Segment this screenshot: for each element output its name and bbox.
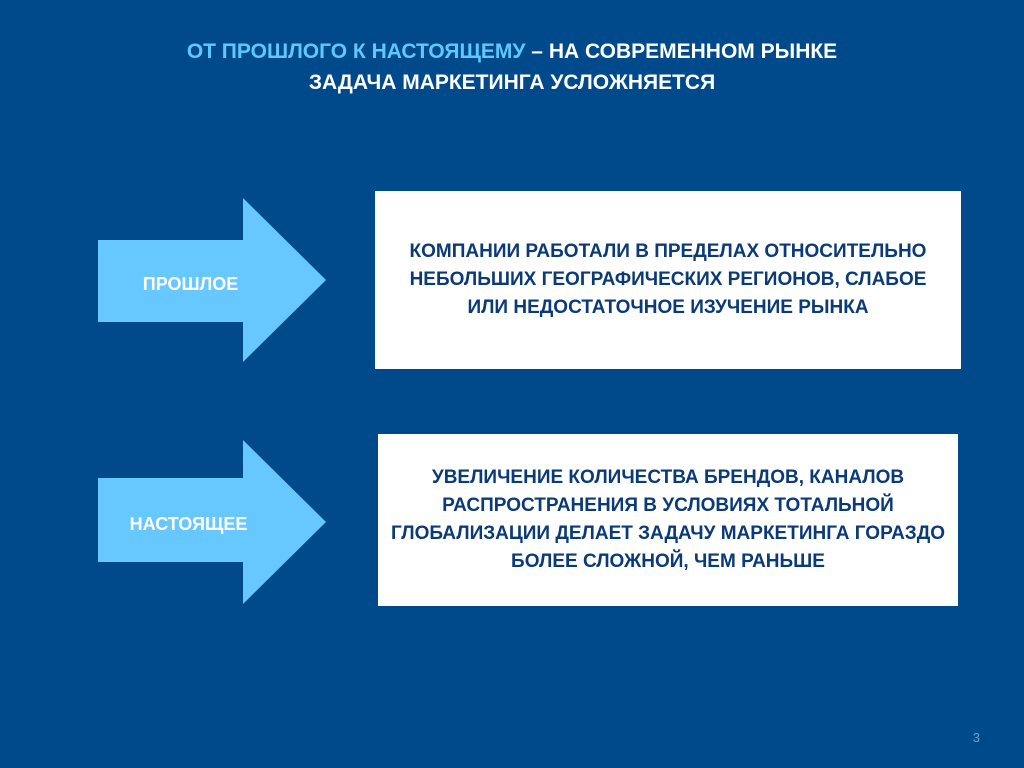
title-rest: – НА СОВРЕМЕННОМ РЫНКЕ	[525, 40, 838, 63]
past-label: ПРОШЛОЕ	[142, 274, 239, 294]
present-description-box	[378, 434, 958, 606]
slide-title	[0, 36, 1024, 98]
present-arrow	[98, 440, 326, 604]
present-label: НАСТОЯЩЕЕ	[129, 514, 248, 534]
past-description-box	[375, 191, 961, 369]
page-number: 3	[972, 730, 980, 745]
title-accent: ОТ ПРОШЛОГО К НАСТОЯЩЕМУ	[186, 40, 526, 63]
past-arrow	[98, 198, 326, 362]
present-description: УВЕЛИЧЕНИЕ КОЛИЧЕСТВА БРЕНДОВ, КАНАЛОВ РАСПРОСТРАНЕНИЯ В УСЛОВИЯХ ТОТАЛЬНОЙ ГЛОБАЛИЗАЦИИ ДЕЛАЕТ ЗАДАЧУ МАРКЕТИНГА ГОРАЗДО БОЛЕЕ СЛОЖНОЙ, ЧЕМ РАНЬШЕ	[390, 467, 946, 572]
title-line-2: ЗАДАЧА МАРКЕТИНГА УСЛОЖНЯЕТСЯ	[308, 71, 716, 94]
past-description: КОМПАНИИ РАБОТАЛИ В ПРЕДЕЛАХ ОТНОСИТЕЛЬНО НЕБОЛЬШИХ ГЕОГРАФИЧЕСКИХ РЕГИОНОВ, СЛАБОЕ ИЛИ НЕДОСТАТОЧНОЕ ИЗУЧЕНИЕ РЫНКА	[409, 241, 927, 318]
